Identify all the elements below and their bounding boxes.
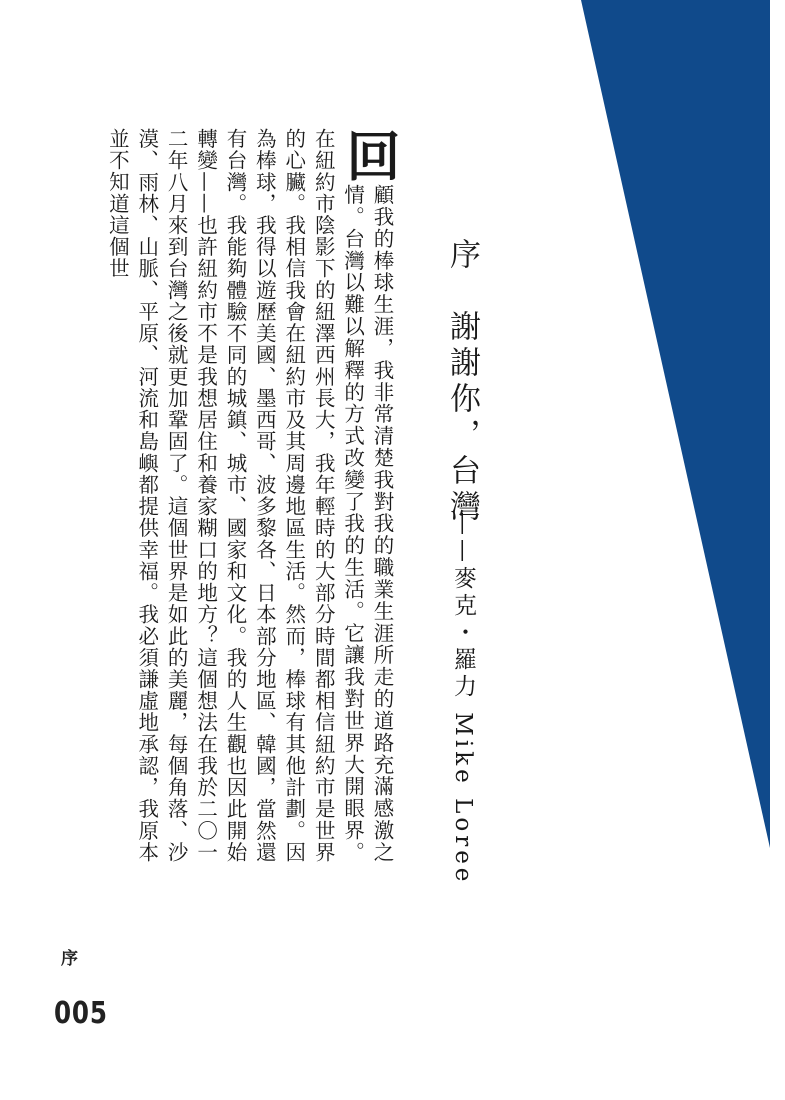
page-number: 005 bbox=[54, 996, 108, 1031]
chapter-title: 序 謝謝你，台灣 bbox=[444, 238, 480, 526]
section-label: 序 bbox=[61, 949, 78, 969]
drop-cap: 回 bbox=[338, 128, 402, 184]
body-text: 顧我的棒球生涯，我非常清楚我對我的職業生涯所走的道路充滿感激之情。台灣以難以解釋的方式改變了我的生活。它讓我對世界大開眼界。在紐約市陰影下的紐澤西州長大，我年輕時的大部分時間都相信紐約市是世界的心臟。我相信我會在紐約市及其周邊地區生活。然而，棒球有其他計劃。因為棒球，我得以遊歷美國、墨西哥、波多黎各、日本部分地區、韓國，當然還有台灣。我能夠體驗不同的城鎮、城市、國家和文化。我的人生觀也因此開始轉變——也許紐約市不是我想居住和養家糊口的地方？這個想法在我於二〇一二年八月來到台灣之後就更加鞏固了。這個世界是如此的美麗，每個角落、沙漠、雨林、山脈、平原、河流和島嶼都提供幸福。我必須謙虛地承認，我原本並不知道這個世 bbox=[105, 128, 394, 863]
body-paragraph bbox=[105, 128, 402, 863]
author-byline: ——麥克・羅力 Mike Loree bbox=[450, 512, 476, 886]
